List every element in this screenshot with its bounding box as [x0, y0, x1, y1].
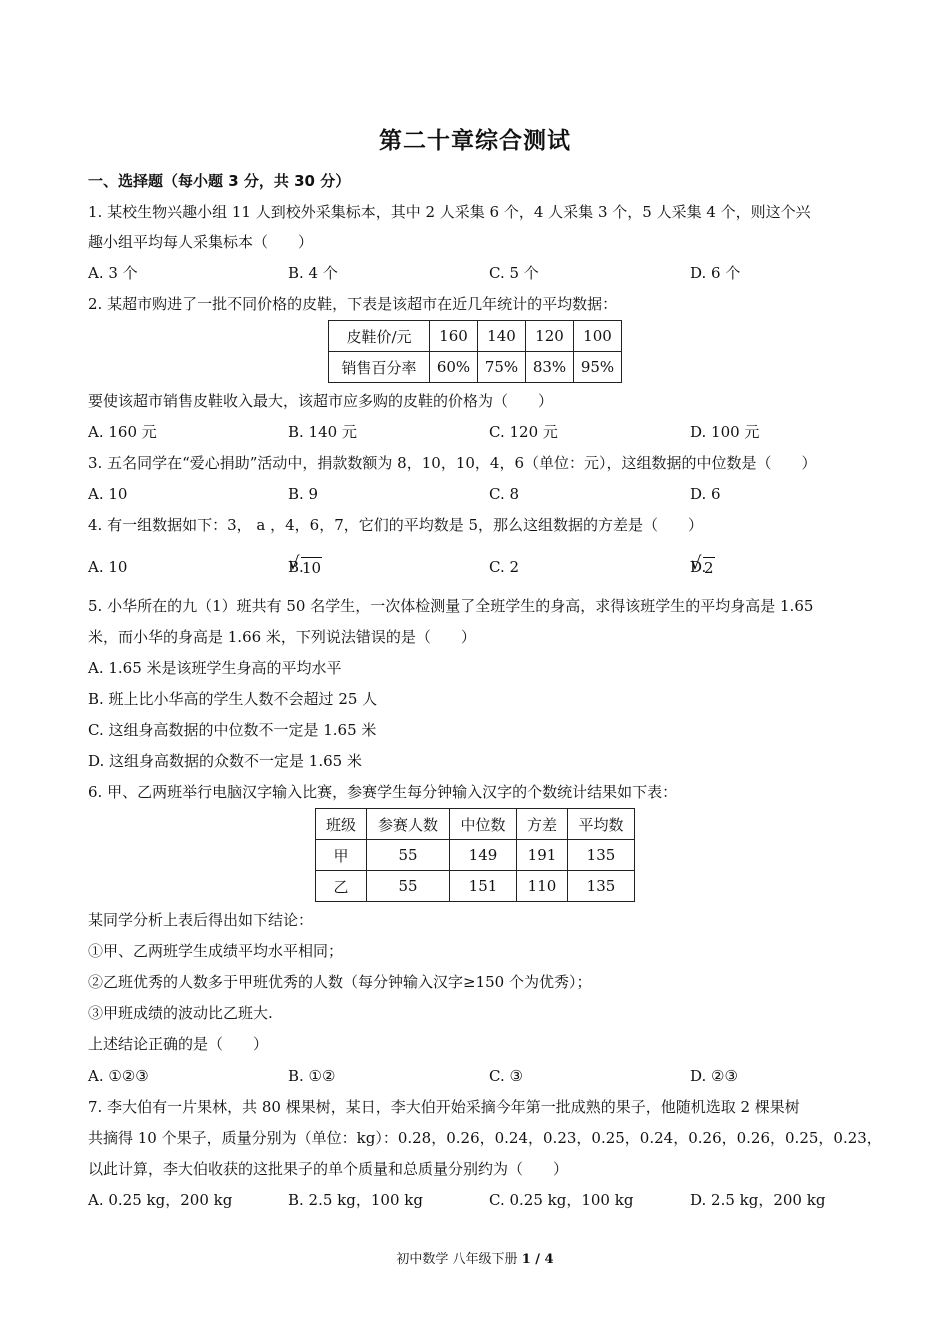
question-2-text-cont: 要使该超市销售皮鞋收入最大，该超市应多购的皮鞋的价格为（ ） [88, 392, 554, 410]
option-a: A. 10 [88, 485, 128, 503]
option-b: B. 2.5 kg，100 kg [288, 1191, 423, 1209]
option-d: D. 100 元 [690, 423, 760, 441]
shoe-price-table [328, 320, 622, 383]
table-cell: 95% [574, 352, 622, 383]
option-a: A. 160 元 [88, 423, 157, 441]
page-title: 第二十章综合测试 [379, 128, 571, 154]
table-cell: 乙 [316, 871, 367, 902]
table-cell: 55 [367, 871, 450, 902]
conclusion-1: ①甲、乙两班学生成绩平均水平相同； [88, 942, 344, 960]
question-5-text: 5. 小华所在的九（1）班共有 50 名学生，一次体检测量了全班学生的身高，求得该班学生的平均身高是 1.65 [88, 597, 814, 615]
conclusion-2: ②乙班优秀的人数多于甲班优秀的人数（每分钟输入汉字≥150 个为优秀）； [88, 973, 592, 991]
typing-contest-table [315, 808, 635, 902]
option-d: D. 6 个 [690, 264, 741, 282]
question-4-text: 4. 有一组数据如下：3， a ，4，6，7，它们的平均数是 5，那么这组数据的方差是（ ） [88, 516, 704, 534]
option-d: D. 2.5 kg，200 kg [690, 1191, 826, 1209]
radicand: 2 [704, 559, 714, 577]
table-header-cell: 平均数 [568, 809, 635, 840]
table-cell: 皮鞋价/元 [329, 321, 430, 352]
table-cell: 55 [367, 840, 450, 871]
option-d: D. ②③ [690, 1067, 738, 1085]
question-4-options [0, 557, 950, 577]
section-heading: 一、选择题（每小题 3 分，共 30 分） [88, 172, 351, 190]
table-header-cell: 中位数 [450, 809, 517, 840]
conclusion-3: ③甲班成绩的波动比乙班大. [88, 1004, 273, 1022]
table-cell: 甲 [316, 840, 367, 871]
option-b: B. 140 元 [288, 423, 357, 441]
question-6-analysis: 某同学分析上表后得出如下结论： [88, 911, 314, 929]
table-cell: 120 [526, 321, 574, 352]
option-a: A. 10 [88, 558, 128, 576]
option-b: B. ①② [288, 1067, 336, 1085]
option-c: C. 0.25 kg，100 kg [489, 1191, 634, 1209]
option-a: A. 3 个 [88, 264, 138, 282]
question-6-text: 6. 甲、乙两班举行电脑汉字输入比赛，参赛学生每分钟输入汉字的个数统计结果如下表： [88, 783, 678, 801]
question-1-text: 1. 某校生物兴趣小组 11 人到校外采集标本，其中 2 人采集 6 个，4 人采集 3 个，5 人采集 4 个，则这个兴 [88, 203, 811, 221]
option-d: D. 6 [690, 485, 721, 503]
table-cell: 75% [478, 352, 526, 383]
table-row [329, 321, 622, 352]
question-7-text-cont: 共摘得 10 个果子，质量分别为（单位：kg）：0.28，0.26，0.24，0.23，0.25，0.24，0.26，0.26，0.25，0.23， [88, 1129, 882, 1147]
table-cell: 151 [450, 871, 517, 902]
question-1-options [0, 263, 950, 283]
page-number: 1 / 4 [521, 1252, 554, 1267]
question-2-options [0, 422, 950, 442]
table-row [316, 871, 635, 902]
question-7-options [0, 1190, 950, 1210]
table-cell: 149 [450, 840, 517, 871]
table-header-cell: 班级 [316, 809, 367, 840]
question-2-text: 2. 某超市购进了一批不同价格的皮鞋，下表是该超市在近几年统计的平均数据： [88, 295, 618, 313]
table-cell: 60% [430, 352, 478, 383]
option-b: B. 4 个 [288, 264, 338, 282]
option-b: B. 班上比小华高的学生人数不会超过 25 人 [88, 690, 378, 708]
table-row [329, 352, 622, 383]
table-header-cell: 方差 [517, 809, 568, 840]
table-cell: 160 [430, 321, 478, 352]
option-c: C. ③ [489, 1067, 523, 1085]
question-6-prompt: 上述结论正确的是（ ） [88, 1035, 269, 1053]
question-7-text-cont2: 以此计算，李大伯收获的这批果子的单个质量和总质量分别约为（ ） [88, 1160, 569, 1178]
table-cell: 191 [517, 840, 568, 871]
table-header-row [316, 809, 635, 840]
option-b: B. 9 [288, 485, 319, 503]
table-cell: 100 [574, 321, 622, 352]
option-c: C. 120 元 [489, 423, 558, 441]
option-c: C. 这组身高数据的中位数不一定是 1.65 米 [88, 721, 377, 739]
option-b-label: B. [288, 558, 304, 576]
question-1-text-cont: 趣小组平均每人采集标本（ ） [88, 233, 314, 251]
question-7-text: 7. 李大伯有一片果林，共 80 棵果树，某日，李大伯开始采摘今年第一批成熟的果子，他随机选取 2 棵果树 [88, 1098, 800, 1116]
question-3-text: 3. 五名同学在“爱心捐助”活动中，捐款数额为 8，10，10，4，6（单位：元），这组数据的中位数是（ ） [88, 454, 817, 472]
table-cell: 110 [517, 871, 568, 902]
footer-text: 初中数学 八年级下册 [396, 1252, 522, 1267]
table-cell: 135 [568, 840, 635, 871]
option-d: D. 这组身高数据的众数不一定是 1.65 米 [88, 752, 362, 770]
option-c: C. 8 [489, 485, 520, 503]
option-d-label: D. [690, 558, 707, 576]
table-row [316, 840, 635, 871]
option-c: C. 2 [489, 558, 520, 576]
table-cell: 83% [526, 352, 574, 383]
option-a: A. ①②③ [88, 1067, 149, 1085]
table-cell: 销售百分率 [329, 352, 430, 383]
radicand: 10 [302, 559, 322, 577]
option-a: A. 0.25 kg，200 kg [88, 1191, 233, 1209]
option-a: A. 1.65 米是该班学生身高的平均水平 [88, 659, 342, 677]
question-6-options [0, 1066, 950, 1086]
table-cell: 135 [568, 871, 635, 902]
table-header-cell: 参赛人数 [367, 809, 450, 840]
option-c: C. 5 个 [489, 264, 539, 282]
question-3-options [0, 484, 950, 504]
question-5-text-cont: 米，而小华的身高是 1.66 米，下列说法错误的是（ ） [88, 628, 476, 646]
table-cell: 140 [478, 321, 526, 352]
page-footer [0, 1248, 950, 1267]
